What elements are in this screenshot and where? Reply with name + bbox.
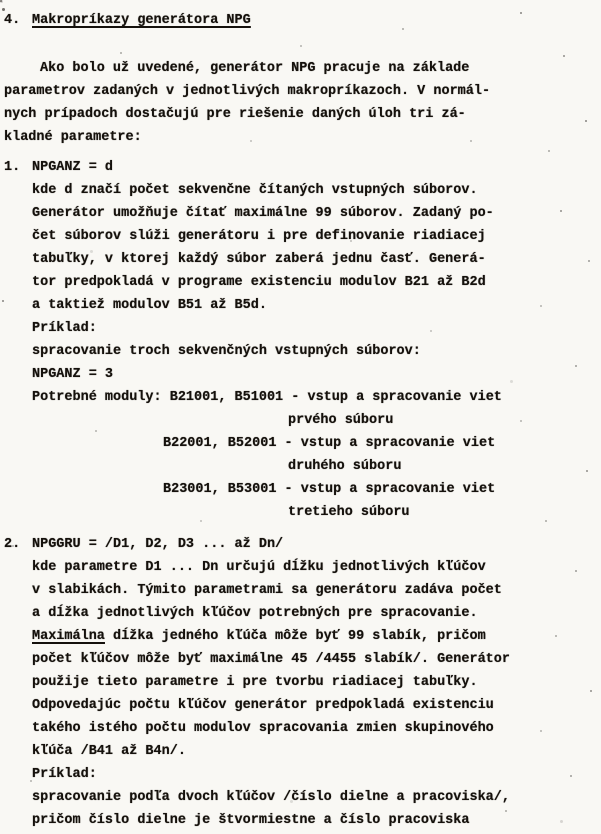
text-line: Príklad:	[32, 321, 97, 336]
list-item-1	[4, 156, 601, 524]
modules-label: Potrebné moduly:	[32, 390, 162, 405]
text-line: tor predpokladá v programe existenciu modulov B21 až B2d	[32, 275, 486, 290]
module-row	[32, 386, 601, 409]
text-line: kde parametre D1 ... Dn určujú dĺžku jednotlivých kľúčov	[32, 560, 486, 575]
page-title: Makropríkazy generátora NPG	[32, 13, 251, 28]
text-line: v slabikách. Týmito parametrami sa generátoru zadáva počet	[32, 583, 502, 598]
text-line: a dĺžka jednotlivých kľúčov potrebných pre spracovanie.	[32, 606, 478, 621]
module-desc: - vstup a spracovanie viet	[284, 436, 496, 451]
item-heading	[4, 533, 601, 556]
text-line: kladné parametre:	[4, 130, 142, 145]
text-line: nych prípadoch dostačujú pre riešenie daných úloh tri zá-	[4, 107, 466, 122]
module-codes: B21001, B51001	[169, 390, 284, 405]
text-line: a taktiež modulov B51 až B5d.	[32, 298, 267, 313]
text-line: pričom číslo dielne je štvormiestne a číslo pracoviska	[32, 813, 470, 828]
text-line: Generátor umožňuje čítať maximálne 99 súborov. Zadaný po-	[32, 206, 494, 221]
intro-paragraph	[4, 57, 601, 149]
text-line: takého istého počtu modulov spracovania zmien skupinového	[32, 721, 494, 736]
module-desc: - vstup a spracovanie viet	[291, 390, 502, 405]
text-line: kde d značí počet sekvenčne čítaných vstupných súborov.	[32, 183, 478, 198]
section-number: 4.	[4, 13, 21, 28]
module-desc-cont: tretieho súboru	[288, 505, 410, 520]
module-row	[163, 432, 601, 455]
text-line: spracovanie podľa dvoch kľúčov /číslo dielne a pracoviska/,	[32, 790, 510, 805]
item-number: 1.	[4, 160, 21, 175]
item-title: NPGANZ = d	[32, 160, 114, 175]
module-codes: B23001, B53001	[163, 482, 277, 497]
module-codes: B22001, B52001	[163, 436, 277, 451]
text-line: Ako bolo už uvedené, generátor NPG pracuje na základe	[40, 61, 470, 76]
item-title: NPGGRU = /D1, D2, D3 ... až Dn/	[32, 537, 284, 552]
list-item-2	[4, 533, 601, 832]
text-line: Odpovedajúc počtu kľúčov generátor predpokladá existenciu	[32, 698, 494, 713]
module-desc: - vstup a spracovanie viet	[284, 482, 496, 497]
module-desc-cont: prvého súboru	[288, 413, 394, 428]
text-line: tabuľky, v ktorej každý súbor zaberá jednu časť. Generá-	[32, 252, 486, 267]
text-line: NPGANZ = 3	[32, 367, 114, 382]
item-number: 2.	[4, 537, 21, 552]
text-line: spracovanie troch sekvenčných vstupných súborov:	[32, 344, 421, 359]
underlined-word: Maximálna	[32, 629, 105, 644]
text-line: parametrov zadaných v jednotlivých makropríkazoch. V normál-	[4, 84, 491, 99]
section-heading	[4, 9, 601, 32]
module-desc-cont: druhého súboru	[288, 459, 402, 474]
text-line: kľúča /B41 až B4n/.	[32, 744, 186, 759]
text-rest: dĺžka jedného kľúča môže byť 99 slabík, pričom	[104, 629, 486, 644]
module-row	[163, 478, 601, 501]
text-line: použije tieto parametre i pre tvorbu riadiacej tabuľky.	[32, 675, 478, 690]
text-line: počet kľúčov môže byť maximálne 45 /4455 slabík/. Generátor	[32, 652, 510, 667]
text-line: čet súborov slúži generátoru i pre definovanie riadiacej	[32, 229, 486, 244]
item-heading	[4, 156, 601, 179]
text-line-with-underline	[32, 625, 601, 648]
text-line: Príklad:	[32, 767, 97, 782]
